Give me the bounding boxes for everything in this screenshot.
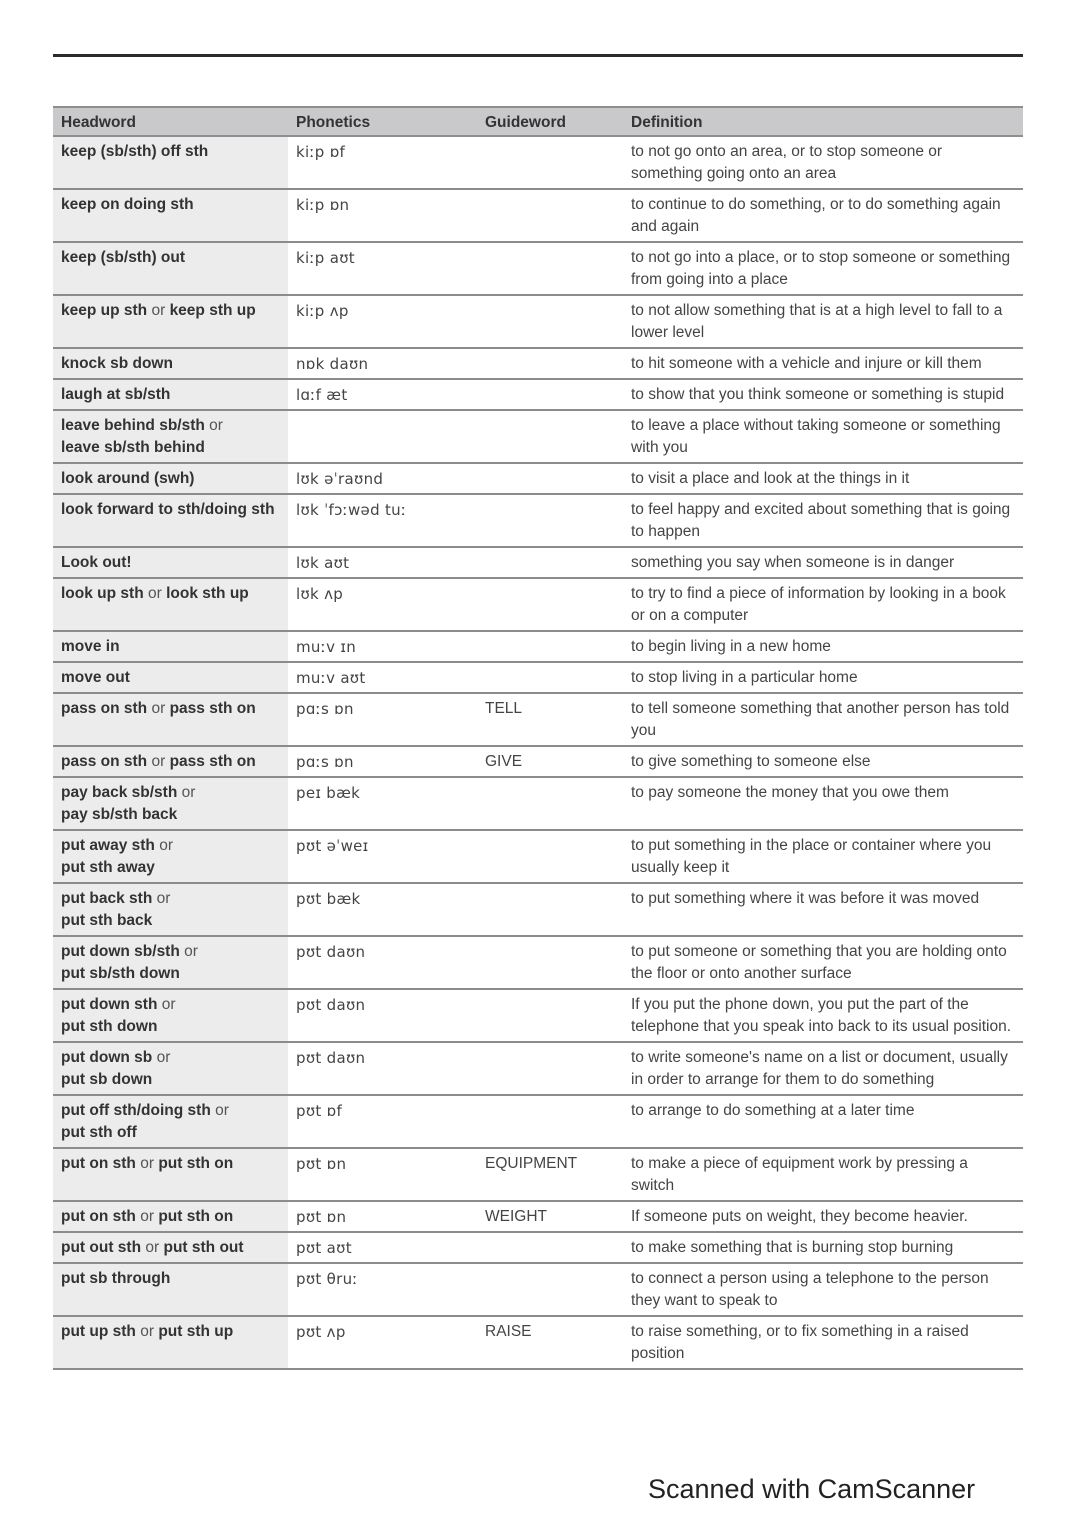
phonetics-cell: pɑːs ɒn [288,746,477,777]
headword-cell [53,1148,288,1201]
headword-form: put sth back [61,912,153,929]
or-connector: or [145,1239,160,1256]
table-row [53,1095,1023,1148]
guideword-cell [477,989,623,1042]
headword-form: put sth off [61,1124,137,1141]
table-row [53,1263,1023,1316]
headword-form: laugh at sb/sth [61,386,171,403]
or-connector: or [181,784,196,801]
guideword-cell [477,242,623,295]
headword-cell [53,1201,288,1232]
phonetics-cell: pʊt əˈweɪ [288,830,477,883]
definition-cell: If someone puts on weight, they become heavier. [623,1201,1023,1232]
guideword-cell [477,830,623,883]
phonetics-cell: pʊt ɒf [288,1095,477,1148]
table-row [53,189,1023,242]
headword-cell [53,746,288,777]
guideword-cell [477,631,623,662]
header-definition: Definition [623,107,1023,136]
headword-cell [53,578,288,631]
or-connector: or [184,943,198,960]
headword-form: keep up sth [61,302,148,319]
phonetics-cell: lʊk əˈraʊnd [288,463,477,494]
guideword-cell [477,295,623,348]
top-rule [53,54,1023,57]
table-row [53,631,1023,662]
definition-cell: to arrange to do something at a later time [623,1095,1023,1148]
headword-form: look forward to sth/doing sth [61,501,275,518]
table-row [53,830,1023,883]
headword-form: move out [61,669,130,686]
phonetics-cell: kiːp ʌp [288,295,477,348]
headword-cell [53,242,288,295]
phrasal-verb-table [53,106,1023,1370]
definition-cell: to write someone's name on a list or document, usually in order to arrange for them to do something [623,1042,1023,1095]
table-row [53,1232,1023,1263]
headword-cell [53,463,288,494]
definition-cell: to pay someone the money that you owe them [623,777,1023,830]
definition-cell: to not go onto an area, or to stop someone or something going onto an area [623,136,1023,189]
or-connector: or [151,700,166,717]
phonetics-cell: kiːp aʊt [288,242,477,295]
phonetics-cell: pʊt daʊn [288,989,477,1042]
phonetics-cell [288,410,477,463]
headword-form: put sth down [61,1018,158,1035]
headword-cell [53,295,288,348]
guideword-cell [477,1232,623,1263]
guideword-cell [477,463,623,494]
headword-form: pass sth on [169,700,256,717]
guideword-cell [477,547,623,578]
guideword-cell [477,777,623,830]
headword-form: put off sth/doing sth [61,1102,211,1119]
table-row [53,494,1023,547]
phonetics-cell: pʊt bæk [288,883,477,936]
guideword-cell [477,662,623,693]
definition-cell: to try to find a piece of information by looking in a book or on a computer [623,578,1023,631]
table-row [53,989,1023,1042]
phonetics-cell: kiːp ɒf [288,136,477,189]
definition-cell: to make something that is burning stop burning [623,1232,1023,1263]
headword-form: pay sb/sth back [61,806,178,823]
headword-form: pass sth on [169,753,256,770]
headword-cell [53,662,288,693]
headword-form: put sb/sth down [61,965,180,982]
headword-form: leave behind sb/sth [61,417,205,434]
headword-form: pass on sth [61,700,148,717]
headword-form: keep (sb/sth) off sth [61,143,209,160]
or-connector: or [161,996,176,1013]
headword-form: keep (sb/sth) out [61,249,186,266]
definition-cell: something you say when someone is in danger [623,547,1023,578]
headword-form: look sth up [166,585,249,602]
table-row [53,547,1023,578]
guideword-cell [477,1042,623,1095]
guideword-cell [477,578,623,631]
definition-cell: to stop living in a particular home [623,662,1023,693]
headword-form: put sth on [158,1208,234,1225]
table-header-row [53,107,1023,136]
definition-cell: to put something where it was before it was moved [623,883,1023,936]
table-row [53,693,1023,746]
headword-form: keep sth up [169,302,256,319]
headword-cell [53,136,288,189]
guideword-cell [477,494,623,547]
headword-cell [53,830,288,883]
phonetics-cell: lɑːf æt [288,379,477,410]
phonetics-cell: kiːp ɒn [288,189,477,242]
table-row [53,1316,1023,1369]
phonetics-cell: pʊt daʊn [288,1042,477,1095]
guideword-cell [477,936,623,989]
guideword-cell [477,348,623,379]
table-row [53,777,1023,830]
guideword-cell: RAISE [477,1316,623,1369]
or-connector: or [215,1102,229,1119]
or-connector: or [156,1049,171,1066]
table-row [53,578,1023,631]
guideword-cell [477,883,623,936]
definition-cell: to put someone or something that you are holding onto the floor or onto another surface [623,936,1023,989]
headword-form: pass on sth [61,753,148,770]
table-row [53,746,1023,777]
header-headword: Headword [53,107,288,136]
definition-cell: to leave a place without taking someone or something with you [623,410,1023,463]
header-guideword: Guideword [477,107,623,136]
or-connector: or [140,1208,155,1225]
guideword-cell: TELL [477,693,623,746]
phonetics-cell: pʊt aʊt [288,1232,477,1263]
phonetics-cell: lʊk ˈfɔːwəd tuː [288,494,477,547]
headword-cell [53,989,288,1042]
headword-cell [53,1042,288,1095]
camscanner-watermark: Scanned with CamScanner [648,1474,976,1504]
definition-cell: to feel happy and excited about something that is going to happen [623,494,1023,547]
guideword-cell [477,1263,623,1316]
definition-cell: to put something in the place or container where you usually keep it [623,830,1023,883]
headword-form: keep on doing sth [61,196,194,213]
table-row [53,662,1023,693]
guideword-cell [477,189,623,242]
or-connector: or [140,1155,155,1172]
header-phonetics: Phonetics [288,107,477,136]
headword-form: look up sth [61,585,144,602]
table-row [53,936,1023,989]
table-row [53,136,1023,189]
headword-cell [53,1316,288,1369]
or-connector: or [151,753,166,770]
or-connector: or [151,302,166,319]
headword-cell [53,189,288,242]
headword-form: put sth on [158,1155,234,1172]
table-row [53,1201,1023,1232]
headword-form: put sth up [158,1323,234,1340]
headword-cell [53,631,288,662]
definition-cell: If you put the phone down, you put the part of the telephone that you speak into back to its usual position. [623,989,1023,1042]
headword-cell [53,1263,288,1316]
headword-cell [53,693,288,746]
headword-form: put sth away [61,859,155,876]
phonetics-cell: pʊt θruː [288,1263,477,1316]
definition-cell: to show that you think someone or something is stupid [623,379,1023,410]
guideword-cell: GIVE [477,746,623,777]
or-connector: or [156,890,171,907]
headword-cell [53,777,288,830]
guideword-cell: EQUIPMENT [477,1148,623,1201]
table-row [53,295,1023,348]
headword-form: move in [61,638,120,655]
definition-cell: to raise something, or to fix something in a raised position [623,1316,1023,1369]
phonetics-cell: pʊt ɒn [288,1148,477,1201]
table-row [53,463,1023,494]
headword-cell [53,1232,288,1263]
definition-cell: to make a piece of equipment work by pressing a switch [623,1148,1023,1201]
headword-form: put down sb [61,1049,153,1066]
or-connector: or [209,417,223,434]
headword-form: put on sth [61,1208,136,1225]
or-connector: or [147,585,162,602]
headword-cell [53,547,288,578]
phonetics-cell: lʊk aʊt [288,547,477,578]
phonetics-cell: pɑːs ɒn [288,693,477,746]
guideword-cell: WEIGHT [477,1201,623,1232]
headword-cell [53,1095,288,1148]
guideword-cell [477,136,623,189]
headword-form: look around (swh) [61,470,195,487]
headword-cell [53,936,288,989]
phonetics-cell: pʊt ɒn [288,1201,477,1232]
headword-form: put up sth [61,1323,136,1340]
phonetics-cell: nɒk daʊn [288,348,477,379]
phonetics-cell: muːv aʊt [288,662,477,693]
definition-cell: to continue to do something, or to do something again and again [623,189,1023,242]
table-row [53,410,1023,463]
definition-cell: to give something to someone else [623,746,1023,777]
definition-cell: to connect a person using a telephone to the person they want to speak to [623,1263,1023,1316]
headword-cell [53,348,288,379]
headword-form: Look out! [61,554,132,571]
table-body [53,136,1023,1369]
definition-cell: to begin living in a new home [623,631,1023,662]
definition-cell: to not go into a place, or to stop someone or something from going into a place [623,242,1023,295]
definition-cell: to not allow something that is at a high level to fall to a lower level [623,295,1023,348]
headword-form: put sth out [163,1239,244,1256]
table-row [53,883,1023,936]
headword-form: put sb through [61,1270,171,1287]
headword-form: put away sth [61,837,155,854]
headword-form: put on sth [61,1155,136,1172]
headword-form: put back sth [61,890,153,907]
table-row [53,379,1023,410]
definition-cell: to hit someone with a vehicle and injure or kill them [623,348,1023,379]
headword-form: knock sb down [61,355,173,372]
table-row [53,1148,1023,1201]
table-row [53,1042,1023,1095]
headword-form: put down sth [61,996,158,1013]
headword-cell [53,494,288,547]
headword-cell [53,379,288,410]
table-row [53,242,1023,295]
headword-form: put sb down [61,1071,153,1088]
headword-cell [53,883,288,936]
definition-cell: to visit a place and look at the things in it [623,463,1023,494]
headword-form: leave sb/sth behind [61,439,205,456]
definition-cell: to tell someone something that another person has told you [623,693,1023,746]
or-connector: or [159,837,173,854]
guideword-cell [477,379,623,410]
or-connector: or [140,1323,155,1340]
phonetics-cell: peɪ bæk [288,777,477,830]
phonetics-cell: pʊt ʌp [288,1316,477,1369]
headword-form: pay back sb/sth [61,784,178,801]
phonetics-cell: pʊt daʊn [288,936,477,989]
headword-cell [53,410,288,463]
table-row [53,348,1023,379]
phonetics-cell: lʊk ʌp [288,578,477,631]
headword-form: put down sb/sth [61,943,180,960]
phonetics-cell: muːv ɪn [288,631,477,662]
headword-form: put out sth [61,1239,142,1256]
guideword-cell [477,1095,623,1148]
guideword-cell [477,410,623,463]
